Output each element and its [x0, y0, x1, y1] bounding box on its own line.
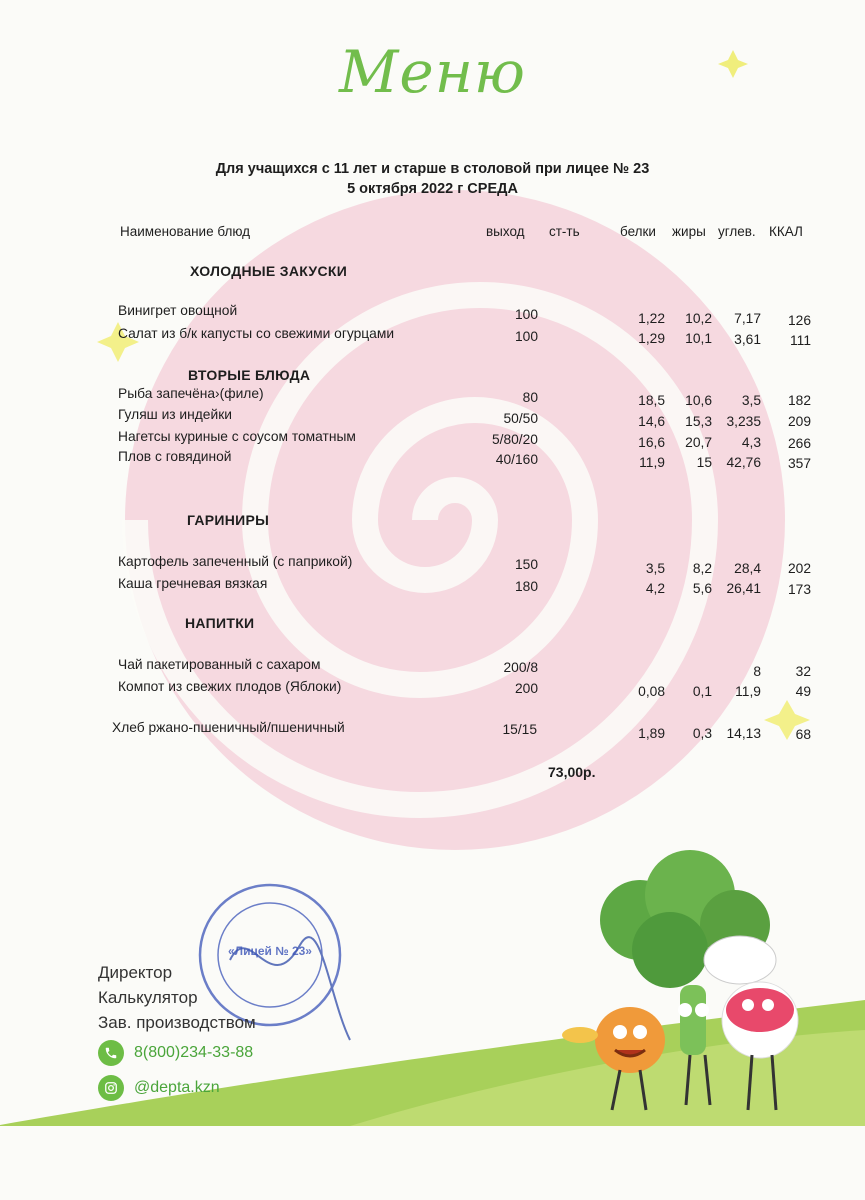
dish-name: Салат из б/к капусты со свежими огурцами [118, 326, 395, 341]
dish-carbs: 3,61 [734, 332, 761, 347]
dish-name: Рыба запечёна›(филе) [118, 386, 264, 401]
table-row [0, 386, 865, 406]
dish-output: 5/80/20 [491, 432, 538, 447]
dish-kcal: 49 [795, 684, 811, 699]
dish-protein: 3,5 [645, 561, 665, 576]
dish-carbs: 7,17 [734, 311, 761, 326]
dish-output: 80 [522, 390, 538, 405]
column-header-protein: белки [620, 224, 656, 239]
table-row [0, 303, 865, 328]
dish-carbs: 28,4 [734, 561, 761, 576]
dish-name: Гуляш из индейки [118, 407, 232, 422]
subtitle-audience: Для учащихся с 11 лет и старше в столовой при лицее № 23 [215, 161, 650, 177]
dish-kcal: 32 [795, 664, 811, 679]
dish-kcal: 357 [787, 456, 811, 471]
table-row [0, 679, 865, 699]
signature-production: Зав. производством [98, 1013, 256, 1032]
dish-carbs: 3,235 [726, 414, 761, 429]
section-second-courses: ВТОРЫЕ БЛЮДА [188, 367, 311, 383]
dish-fat: 10,1 [685, 331, 712, 346]
dish-output: 40/160 [495, 452, 538, 467]
dish-kcal: 182 [787, 393, 811, 408]
dish-output: 15/15 [502, 722, 537, 737]
dish-name: Плов с говядиной [118, 449, 232, 464]
dish-name: Винигрет овощной [118, 303, 238, 318]
contact-phone[interactable] [98, 1040, 253, 1066]
dish-fat: 5,6 [692, 581, 712, 596]
instagram-icon [98, 1075, 124, 1101]
dish-name: Нагетсы куриные с соусом томатным [118, 429, 356, 444]
dish-protein: 16,6 [638, 435, 665, 450]
dish-protein: 1,89 [638, 726, 665, 741]
dish-kcal: 68 [795, 727, 811, 742]
contact-instagram[interactable] [98, 1075, 220, 1101]
dish-protein: 0,08 [638, 684, 665, 699]
section-garnishes: ГАРИНИРЫ [187, 512, 270, 528]
column-header-name: Наименование блюд [120, 224, 251, 239]
dish-fat: 20,7 [685, 435, 712, 450]
dish-kcal: 173 [787, 582, 811, 597]
section-drinks: НАПИТКИ [185, 615, 255, 631]
dish-output: 100 [514, 307, 538, 322]
phone-number: 8(800)234-33-88 [134, 1044, 254, 1061]
dish-output: 100 [514, 329, 538, 344]
dish-fat: 10,2 [685, 311, 712, 326]
dish-protein: 18,5 [638, 393, 665, 408]
column-header-carbs: углев. [718, 224, 756, 239]
table-row [0, 326, 865, 346]
table-row [0, 657, 865, 677]
dish-name: Хлеб ржано-пшеничный/пшеничный [112, 720, 345, 735]
dish-carbs: 42,76 [726, 455, 761, 470]
dish-carbs: 8 [753, 664, 761, 679]
table-row [0, 554, 865, 574]
column-header-kcal: ККАЛ [769, 224, 803, 239]
dish-carbs: 11,9 [735, 684, 761, 699]
table-row [0, 429, 865, 449]
dish-protein: 4,2 [645, 581, 665, 596]
signature-calculator: Калькулятор [98, 988, 198, 1007]
dish-protein: 1,22 [638, 311, 665, 326]
table-row [0, 576, 865, 596]
dish-fat: 8,2 [692, 561, 712, 576]
dish-protein: 14,6 [638, 414, 665, 429]
signature-director: Директор [98, 963, 173, 982]
dish-output: 50/50 [503, 411, 538, 426]
dish-fat: 15,3 [685, 414, 712, 429]
dish-output: 200 [514, 681, 538, 696]
dish-fat: 15 [696, 455, 712, 470]
dish-output: 150 [514, 557, 538, 572]
dish-output: 180 [514, 579, 538, 594]
total-price: 73,00р. [548, 764, 596, 780]
dish-carbs: 14,13 [726, 726, 761, 741]
stamp-text: «Лицей № 23» [228, 944, 312, 958]
column-header-output: выход [486, 224, 525, 239]
dish-fat: 10,6 [685, 393, 712, 408]
column-header-fat: жиры [672, 224, 706, 239]
dish-kcal: 111 [790, 333, 811, 348]
dish-kcal: 202 [787, 561, 811, 576]
dish-kcal: 266 [787, 436, 811, 451]
dish-name: Компот из свежих плодов (Яблоки) [118, 679, 342, 694]
phone-icon [98, 1040, 124, 1066]
dish-protein: 1,29 [638, 331, 665, 346]
subtitle-date: 5 октября 2022 г СРЕДА [347, 181, 518, 197]
dish-fat: 0,3 [692, 726, 712, 741]
menu-title: Меню [339, 38, 526, 106]
table-row [0, 720, 865, 740]
section-cold-appetizers: ХОЛОДНЫЕ ЗАКУСКИ [190, 263, 348, 279]
dish-kcal: 126 [787, 313, 811, 328]
instagram-handle: @depta.kzn [134, 1079, 220, 1096]
dish-carbs: 3,5 [741, 393, 761, 408]
dish-fat: 0,1 [692, 684, 712, 699]
dish-name: Каша гречневая вязкая [118, 576, 268, 591]
dish-name: Картофель запеченный (с паприкой) [118, 554, 353, 569]
dish-name: Чай пакетированный с сахаром [118, 657, 321, 672]
table-row [0, 407, 865, 427]
column-header-cost: ст-ть [549, 224, 580, 239]
table-row [0, 449, 865, 469]
dish-output: 200/8 [503, 660, 538, 675]
dish-protein: 11,9 [639, 455, 665, 470]
dish-carbs: 4,3 [741, 435, 761, 450]
dish-carbs: 26,41 [726, 581, 761, 596]
dish-kcal: 209 [787, 414, 811, 429]
